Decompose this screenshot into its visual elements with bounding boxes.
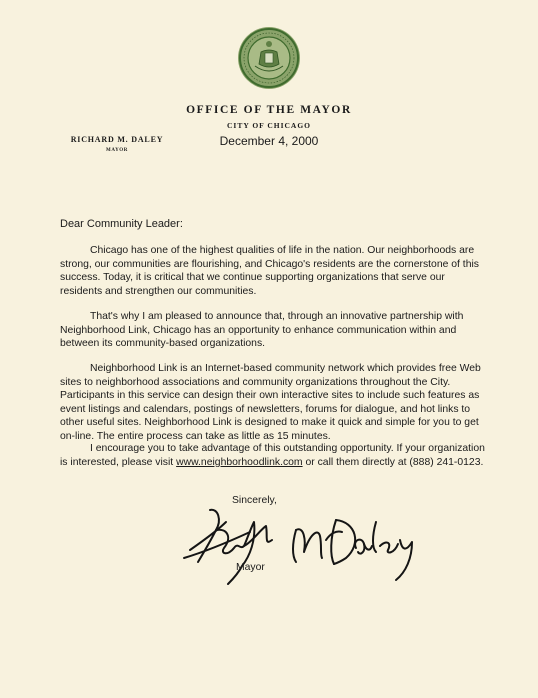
body-paragraph: Neighborhood Link is an Internet-based community network which provides free Web sites to neighborhood associations and community organizations throughout the City. Participants in this service can design their own interactive sites to include such features as event listings and calendars, postings of newsletters, forums for dialogue, and hot links to other useful sites. Neighborhood Link is designed to make it quick and simple for you to get on-line. The entire process can take as little as 15 minutes. xyxy=(60,363,481,442)
mayor-title: MAYOR xyxy=(106,148,128,153)
body-paragraph: Chicago has one of the highest qualities of life in the nation. Our neighborhoods are strong, our communities are flourishing, and Chicago's residents are the cornerstone of this success. Today, it is critical that we continue supporting organizations that serve our residents and strengthen our communities. xyxy=(60,245,479,297)
letter-date: December 4, 2000 xyxy=(219,134,319,148)
salutation: Dear Community Leader: xyxy=(60,218,183,230)
signature xyxy=(180,500,430,590)
signer-title: Mayor xyxy=(236,562,265,573)
mayor-name: RICHARD M. DALEY xyxy=(70,135,164,144)
city-seal-icon xyxy=(237,26,301,90)
closing-paragraph-text: I encourage you to take advantage of this outstanding opportunity. If your organization is interested, please visit xyxy=(60,443,485,468)
office-title: OFFICE OF THE MAYOR xyxy=(186,104,352,116)
closing-paragraph xyxy=(60,442,486,469)
closing-paragraph-contact: or call them directly at (888) 241-0123. xyxy=(302,456,484,468)
body-paragraph: That's why I am pleased to announce that, through an innovative partnership with Neighborhood Link, Chicago has an opportunity to enhance communication within and between its community-based organizations. xyxy=(60,311,464,350)
city-name: CITY OF CHICAGO xyxy=(226,121,312,130)
website-link[interactable]: www.neighborhoodlink.com xyxy=(176,456,303,468)
closing: Sincerely, xyxy=(232,495,277,506)
